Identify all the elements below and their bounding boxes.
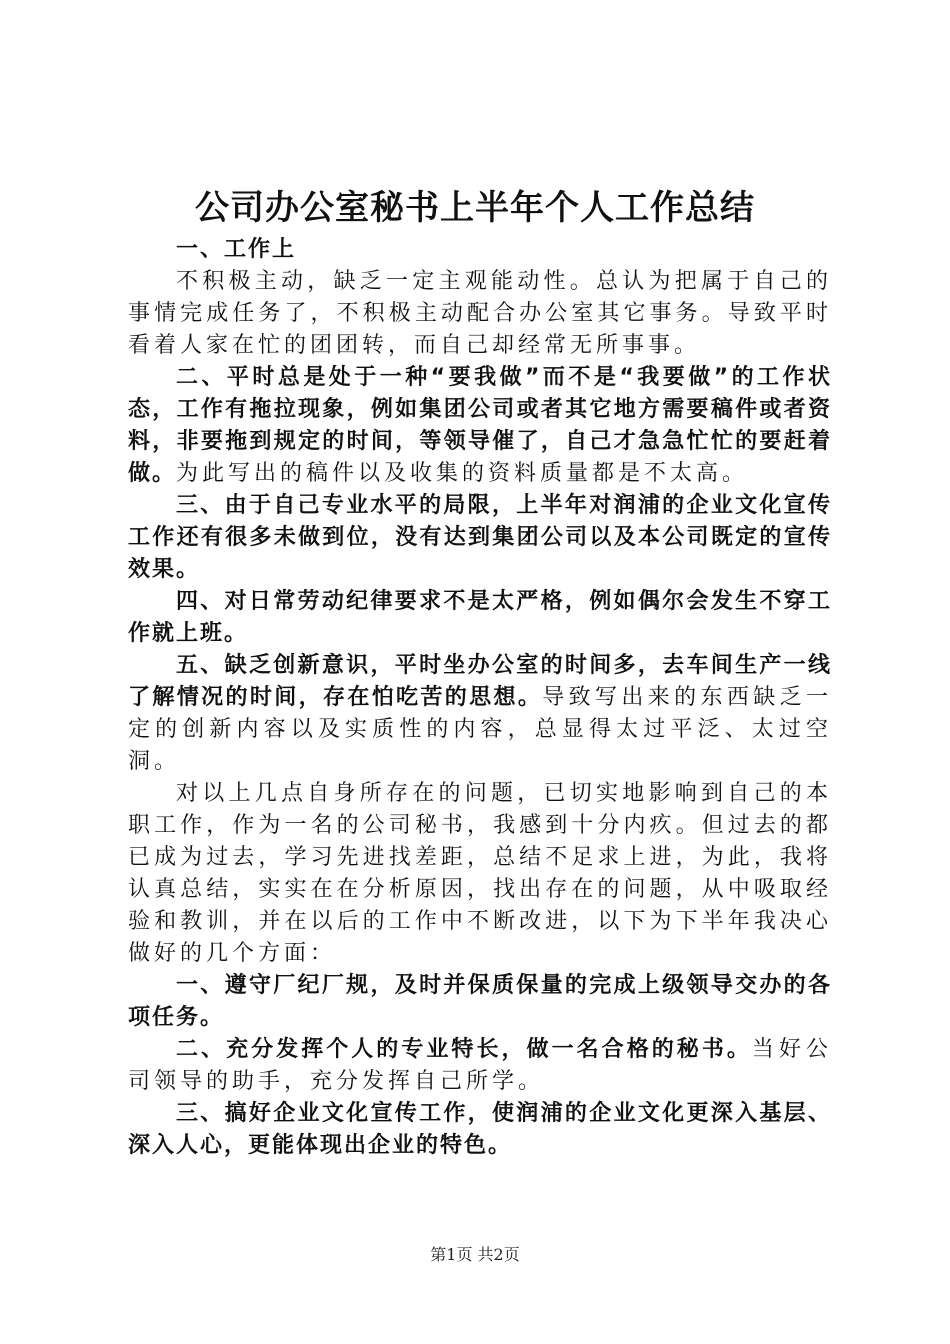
paragraph-9-bold-text: 二、充分发挥个人的专业特长，做一名合格的秘书。 [176,1037,752,1062]
paragraph-3-light-text: 为此写出的稿件以及收集的资料质量都是不太高。 [176,461,749,486]
paragraph-3 [128,362,832,490]
paragraph-5-text: 四、对日常劳动纪律要求不是太严格，例如偶尔会发生不穿工作就上班。 [128,589,832,646]
paragraph-6-light-text: 导致写出来的东西缺乏一定的创新内容以及实质性的内容，总显得太过平泛、太过空洞。 [128,685,832,774]
paragraph-1-text: 一、工作上 [176,237,297,262]
paragraph-9-light-text: 当好公司领导的助手，充分发挥自己所学。 [128,1037,832,1094]
paragraph-5 [128,586,832,650]
paragraph-4-text: 三、由于自己专业水平的局限，上半年对润浦的企业文化宣传工作还有很多未做到位，没有达到集团公司以及本公司既定的宣传效果。 [128,493,832,582]
paragraph-3-bold-text: 二、平时总是处于一种“要我做”而不是“我要做”的工作状态，工作有拖拉现象，例如集团公司或者其它地方需要稿件或者资料，非要拖到规定的时间，等领导催了，自己才急急忙忙的要赶着做。 [128,365,832,486]
paragraph-8-text: 一、遵守厂纪厂规，及时并保质保量的完成上级领导交办的各项任务。 [128,973,832,1030]
paragraph-7 [128,778,832,970]
page-footer: 第1页 共2页 [430,1245,520,1264]
paragraph-8 [128,970,832,1034]
paragraph-4 [128,490,832,586]
paragraph-1 [128,234,832,266]
document-title: 公司办公室秘书上半年个人工作总结 [195,188,755,228]
paragraph-9 [128,1034,832,1098]
paragraph-7-text: 对以上几点自身所存在的问题，已切实地影响到自己的本职工作，作为一名的公司秘书，我感到十分内疚。但过去的都已成为过去，学习先进找差距，总结不足求上进，为此，我将认真总结，实实在在分析原因，找出存在的问题，从中吸取经验和教训，并在以后的工作中不断改进，以下为下半年我决心做好的几个方面： [128,781,832,966]
paragraph-6-bold-text: 五、缺乏创新意识，平时坐办公室的时间多，去车间生产一线了解情况的时间，存在怕吃苦的思想。 [128,653,832,710]
paragraph-6 [128,650,832,778]
document-body [128,234,832,1162]
paragraph-10 [128,1098,832,1162]
paragraph-10-text: 三、搞好企业文化宣传工作，使润浦的企业文化更深入基层、深入人心，更能体现出企业的特色。 [128,1101,832,1158]
paragraph-2-text: 不积极主动，缺乏一定主观能动性。总认为把属于自己的事情完成任务了，不积极主动配合办公室其它事务。导致平时看着人家在忙的团团转，而自己却经常无所事事。 [128,269,832,358]
paragraph-2 [128,266,832,362]
